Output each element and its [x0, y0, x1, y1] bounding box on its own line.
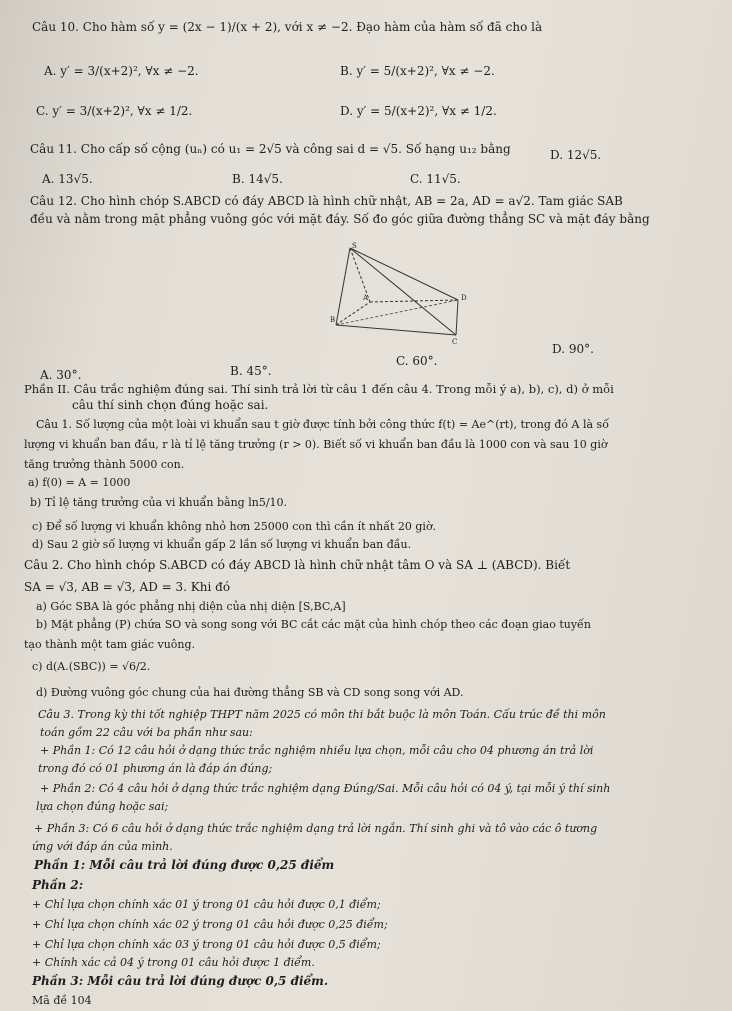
- q10-option-d: D. y′ = 5/(x+2)², ∀x ≠ 1/2.: [340, 104, 497, 118]
- part2-header-2: câu thí sinh chọn đúng hoặc sai.: [72, 398, 269, 412]
- info-line-14: + Chính xác cả 04 ý trong 01 câu hỏi được 1 điểm.: [32, 956, 315, 969]
- c1-line-1: Câu 1. Số lượng của một loài vi khuẩn sau t giờ được tính bởi công thức f(t) = Ae^(rt), trong đó A là số: [36, 418, 609, 431]
- c2-line-2: SA = √3, AB = √3, AD = 3. Khi đó: [24, 580, 231, 594]
- info-line-1: Câu 3. Trong kỳ thi tốt nghiệp THPT năm 2025 có môn thi bắt buộc là môn Toán. Cấu trúc đề thi môn: [38, 708, 606, 721]
- c2-item-c: c) d(A.(SBC)) = √6/2.: [32, 660, 151, 673]
- info-line-6: lựa chọn đúng hoặc sai;: [36, 800, 169, 813]
- info-line-10: Phần 2:: [32, 878, 84, 892]
- info-line-3: + Phần 1: Có 12 câu hỏi ở dạng thức trắc nghiệm nhiều lựa chọn, mỗi câu cho 04 phương án trả lời: [40, 744, 594, 757]
- info-line-5: + Phần 2: Có 4 câu hỏi ở dạng thức trắc nghiệm dạng Đúng/Sai. Mỗi câu hỏi có 04 ý, tại mỗi ý thí sinh: [40, 782, 611, 795]
- q11-option-d: D. 12√5.: [550, 148, 602, 162]
- info-line-8: ứng với đáp án của mình.: [32, 840, 173, 853]
- label-c: C: [452, 338, 458, 346]
- part2-header-1: Phần II. Câu trắc nghiệm đúng sai. Thí sinh trả lời từ câu 1 đến câu 4. Trong mỗi ý a), b), c), d) ở mỗi: [24, 382, 614, 396]
- c2-item-a: a) Góc SBA là góc phẳng nhị diện của nhị diện [S,BC,A]: [36, 600, 346, 613]
- c2-item-b-2: tạo thành một tam giác vuông.: [24, 638, 196, 651]
- c1-item-d: d) Sau 2 giờ số lượng vi khuẩn gấp 2 lần số lượng vi khuẩn ban đầu.: [32, 538, 412, 551]
- info-line-11: + Chỉ lựa chọn chính xác 01 ý trong 01 câu hỏi được 0,1 điểm;: [32, 898, 381, 911]
- label-s: S: [352, 242, 357, 250]
- info-line-9: Phần 1: Mỗi câu trả lời đúng được 0,25 điểm: [34, 858, 335, 872]
- c2-line-1: Câu 2. Cho hình chóp S.ABCD có đáy ABCD là hình chữ nhật tâm O và SA ⊥ (ABCD). Biết: [24, 558, 571, 572]
- q10-option-b: B. y′ = 5/(x+2)², ∀x ≠ −2.: [340, 64, 495, 78]
- info-line-7: + Phần 3: Có 6 câu hỏi ở dạng thức trắc nghiệm dạng trả lời ngắn. Thí sinh ghi và tô vào các ô tương: [34, 822, 598, 835]
- label-d: D: [461, 294, 467, 302]
- edge-sb: [336, 248, 350, 325]
- c1-line-3: tăng trưởng thành 5000 con.: [24, 458, 185, 471]
- c1-line-2: lượng vi khuẩn ban đầu, r là tỉ lệ tăng trưởng (r > 0). Biết số vi khuẩn ban đầu là 1000 con và sau 10 giờ: [24, 438, 608, 451]
- q10-stem: Câu 10. Cho hàm số y = (2x − 1)/(x + 2), với x ≠ −2. Đạo hàm của hàm số đã cho là: [32, 20, 543, 34]
- edge-cd: [456, 300, 458, 335]
- q11-stem: Câu 11. Cho cấp số cộng (uₙ) có u₁ = 2√5 và công sai d = √5. Số hạng u₁₂ bằng: [30, 142, 511, 156]
- q11-option-c: C. 11√5.: [410, 172, 461, 186]
- info-line-15: Phần 3: Mỗi câu trả lời đúng được 0,5 điểm.: [32, 974, 329, 988]
- label-b: B: [330, 316, 336, 324]
- info-line-2: toán gồm 22 câu với ba phần như sau:: [40, 726, 253, 739]
- q12-option-c: C. 60°.: [396, 354, 438, 368]
- c1-item-b: b) Tỉ lệ tăng trưởng của vi khuẩn bằng ln5/10.: [30, 496, 288, 509]
- q12-option-b: B. 45°.: [230, 364, 272, 378]
- q12-option-d: D. 90°.: [552, 342, 594, 356]
- pyramid-figure: [330, 240, 470, 355]
- c1-item-c: c) Để số lượng vi khuẩn không nhỏ hơn 25000 con thì cần ít nhất 20 giờ.: [32, 520, 437, 533]
- q11-option-b: B. 14√5.: [232, 172, 283, 186]
- label-a: A: [363, 294, 369, 302]
- q10-option-c: C. y′ = 3/(x+2)², ∀x ≠ 1/2.: [36, 104, 193, 118]
- info-line-4: trong đó có 01 phương án là đáp án đúng;: [38, 762, 273, 775]
- edge-bc: [336, 325, 456, 335]
- info-line-13: + Chỉ lựa chọn chính xác 03 ý trong 01 câu hỏi được 0,5 điểm;: [32, 938, 381, 951]
- q12-option-a: A. 30°.: [40, 368, 82, 382]
- exam-code: Mã đề 104: [32, 994, 92, 1007]
- c2-item-d: d) Đường vuông góc chung của hai đường thẳng SB và CD song song với AD.: [36, 686, 464, 699]
- q12-line-1: Câu 12. Cho hình chóp S.ABCD có đáy ABCD là hình chữ nhật, AB = 2a, AD = a√2. Tam giác SAB: [30, 194, 623, 208]
- c2-item-b-1: b) Mặt phẳng (P) chứa SO và song song với BC cắt các mặt của hình chóp theo các đoạn giao tuyến: [36, 618, 591, 631]
- info-line-12: + Chỉ lựa chọn chính xác 02 ý trong 01 câu hỏi được 0,25 điểm;: [32, 918, 388, 931]
- q12-line-2: đều và nằm trong mặt phẳng vuông góc với mặt đáy. Số đo góc giữa đường thẳng SC và mặt đáy bằng: [30, 212, 650, 226]
- q10-option-a: A. y′ = 3/(x+2)², ∀x ≠ −2.: [44, 64, 199, 78]
- c1-item-a: a) f(0) = A = 1000: [28, 476, 131, 489]
- q11-option-a: A. 13√5.: [42, 172, 93, 186]
